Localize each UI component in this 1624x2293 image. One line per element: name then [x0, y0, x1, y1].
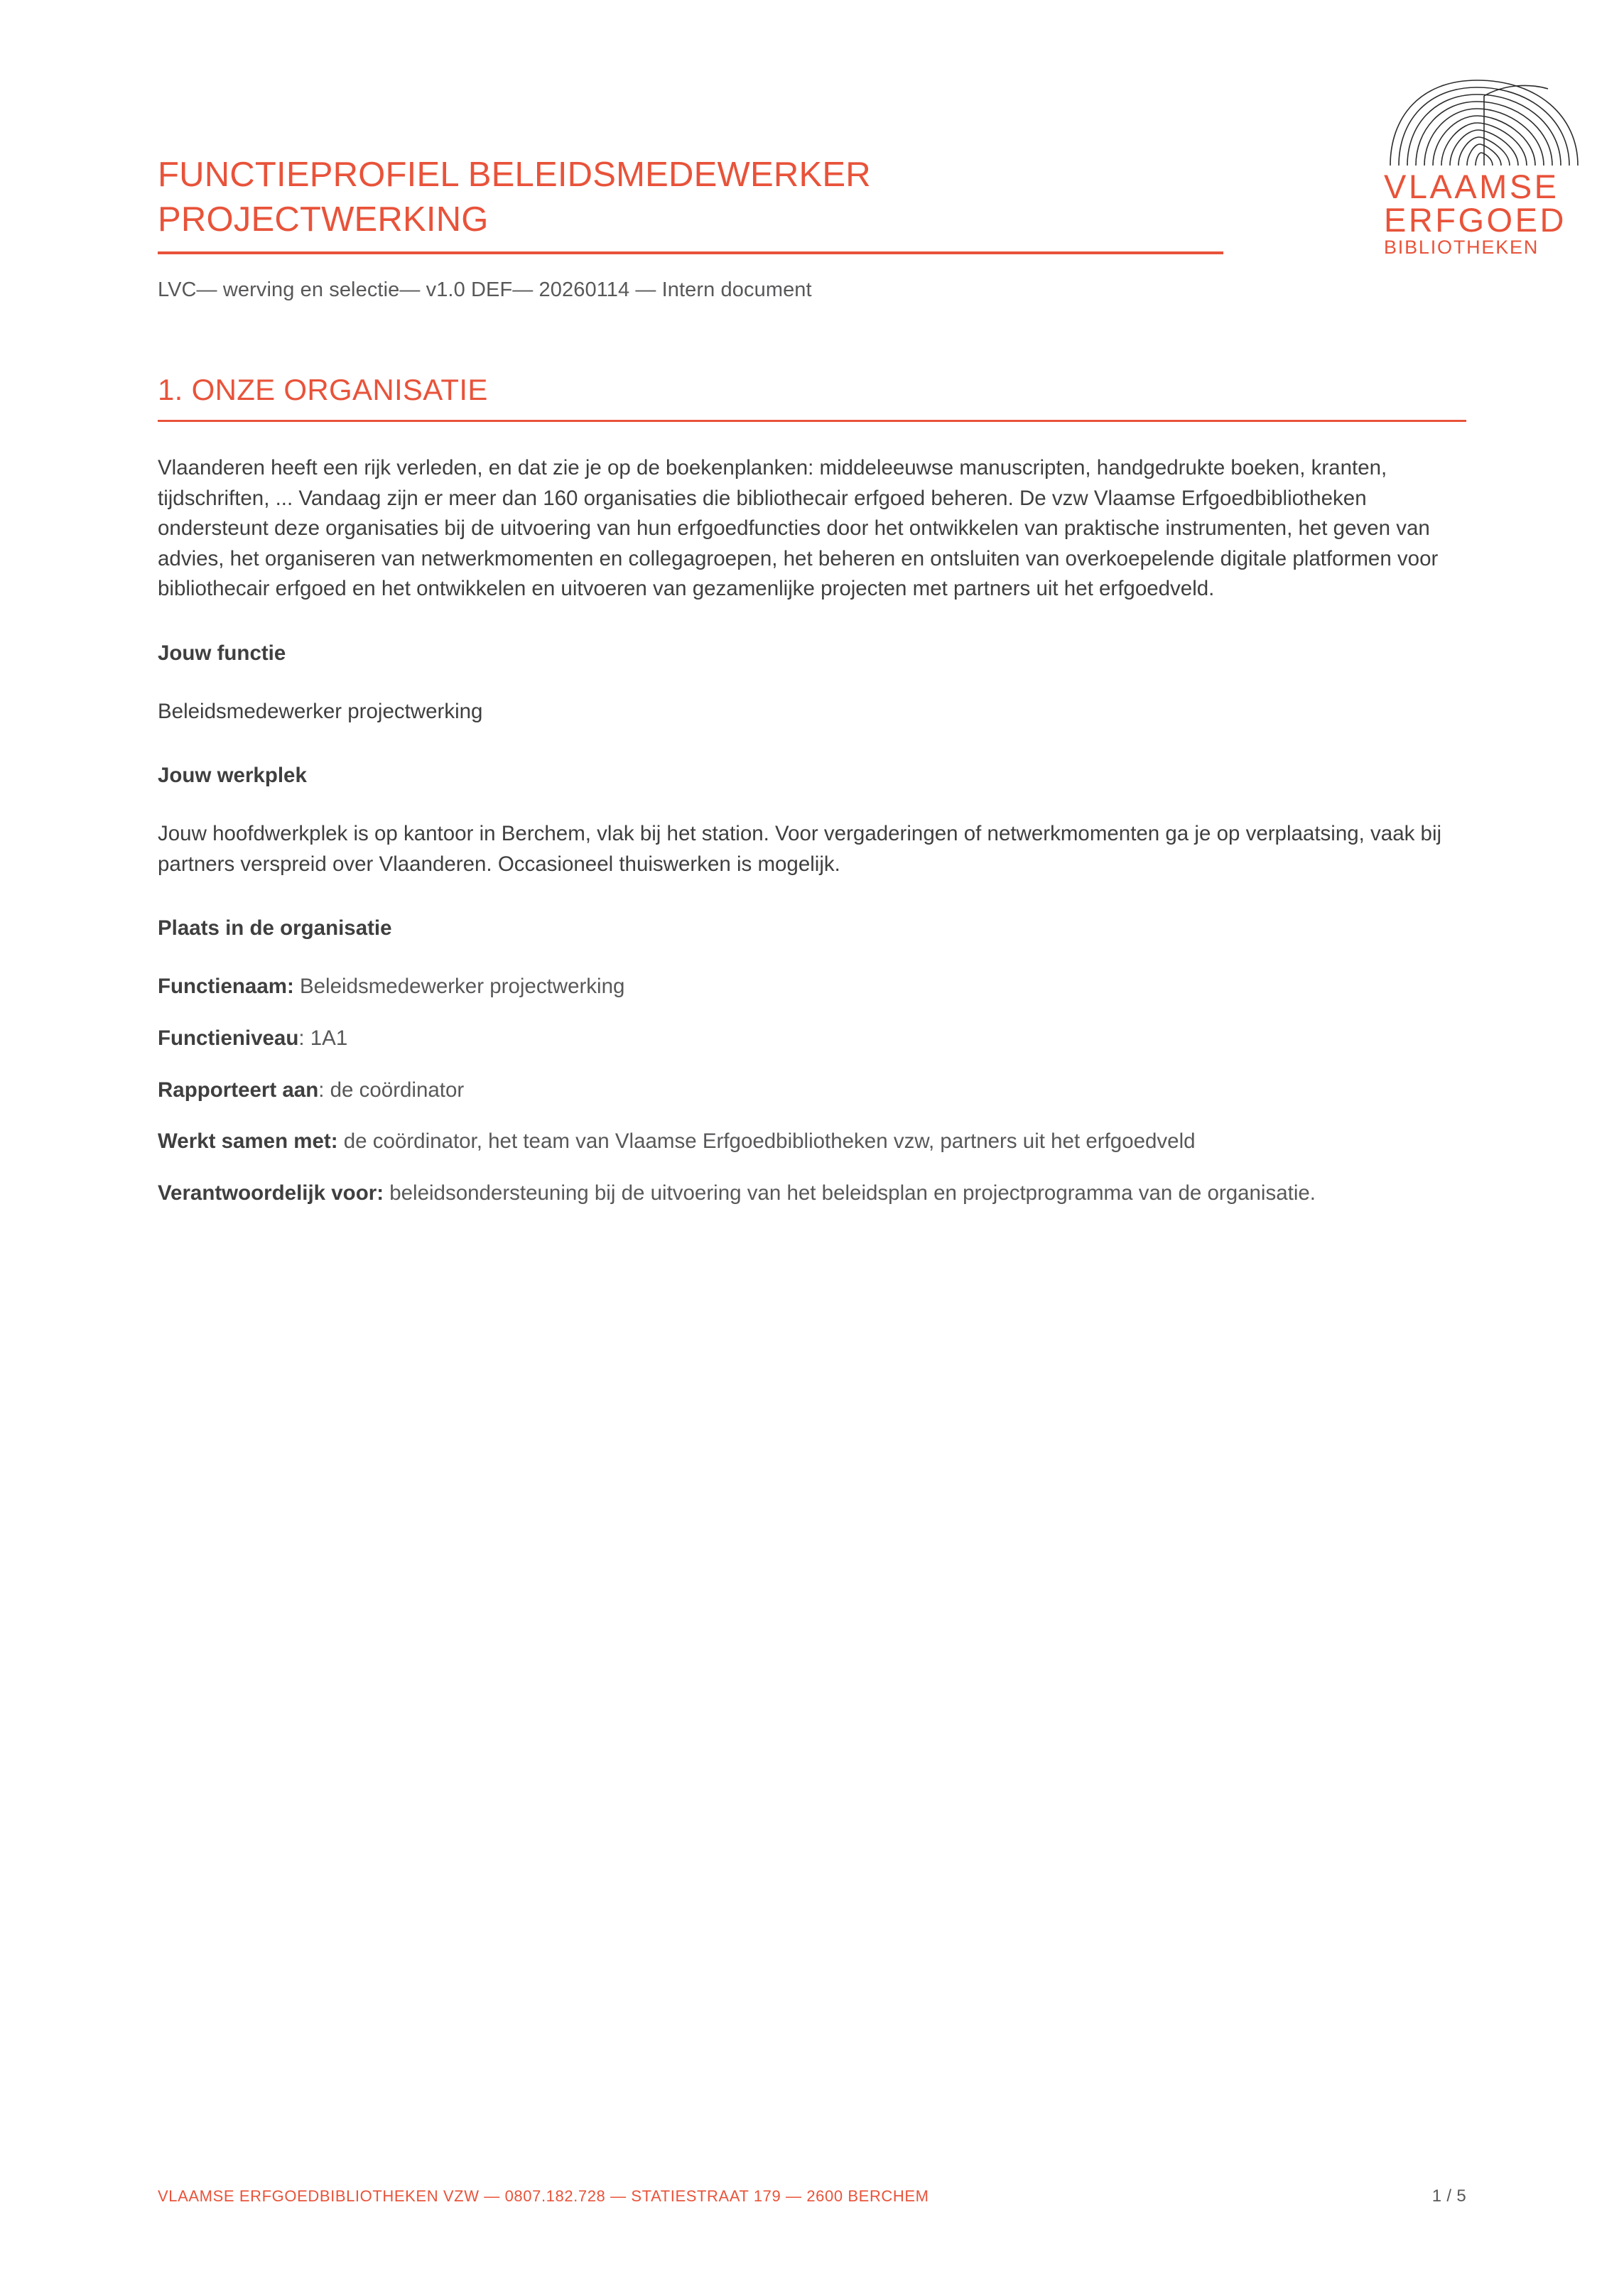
page-title: FUNCTIEPROFIEL BELEIDSMEDEWERKER PROJECTWERKING [158, 156, 871, 239]
logo-line-vlaamse: VLAAMSE [1384, 168, 1559, 205]
document-subtitle: LVC— werving en selectie— v1.0 DEF— 20260114 — Intern document [158, 278, 812, 302]
detail-value: : de coördinator [318, 1078, 465, 1102]
detail-rapporteert-aan [158, 1075, 1408, 1106]
detail-label: Functienaam: [158, 975, 294, 999]
footer-page-number: 1 / 5 [1431, 2186, 1466, 2206]
detail-werkt-samen-met [158, 1127, 1408, 1157]
fingerprint-book-logo-icon [1377, 75, 1591, 167]
subheading-jouw-werkplek: Jouw werkplek [158, 764, 307, 788]
page-content [158, 0, 1466, 1209]
section-heading: 1. ONZE ORGANISATIE [158, 373, 488, 407]
logo-line-bibliotheken: BIBLIOTHEKEN [1384, 237, 1539, 258]
subheading-jouw-functie: Jouw functie [158, 641, 286, 665]
section-onze-organisatie [158, 373, 1466, 1209]
footer-organization-info: VLAAMSE ERFGOEDBIBLIOTHEKEN VZW — 0807.182.728 — STATIESTRAAT 179 — 2600 BERCHEM [158, 2187, 929, 2205]
detail-label: Verantwoordelijk voor: [158, 1181, 384, 1205]
jouw-werkplek-text: Jouw hoofdwerkplek is op kantoor in Berchem, vlak bij het station. Voor vergaderingen of netwerkmomenten ga je op verplaatsing, vaak bij partners verspreid over Vlaanderen. Occasioneel thuiswerken is mogelijk. [158, 822, 1442, 876]
page-footer [158, 2186, 1466, 2206]
section-intro-paragraph: Vlaanderen heeft een rijk verleden, en dat zie je op de boekenplanken: middeleeuwse manuscripten, handgedrukte boeken, kranten, tijdschriften, ... Vandaag zijn er meer dan 160 organisaties die bibliothecair erfgoed beheren. De vzw Vlaamse Erfgoedbibliotheken ondersteunt deze organisaties bij de uitvoering van hun erfgoedfuncties door het ontwikkelen van praktische instrumenten, het geven van advies, het organiseren van netwerkmomenten en collegagroepen, het beheren en ontsluiten van overkoepelende digitale platformen voor bibliothecair erfgoed en het ontwikkelen en uitvoeren van gezamenlijke projecten met partners uit het erfgoedveld. [158, 456, 1439, 601]
detail-functienaam [158, 972, 1408, 1002]
title-divider [158, 251, 1223, 254]
subheading-plaats-in-de-organisatie: Plaats in de organisatie [158, 916, 392, 940]
jouw-functie-text: Beleidsmedewerker projectwerking [158, 699, 483, 723]
section-divider [158, 420, 1466, 422]
detail-value: de coördinator, het team van Vlaamse Erfgoedbibliotheken vzw, partners uit het erfgoedveld [337, 1129, 1196, 1154]
detail-verantwoordelijk-voor [158, 1178, 1408, 1209]
logo-line-erfgoed: ERFGOED [1384, 201, 1566, 239]
detail-value: : 1A1 [298, 1026, 348, 1050]
detail-value: beleidsondersteuning bij de uitvoering van het beleidsplan en projectprogramma van de organisatie. [384, 1181, 1316, 1205]
document-header [158, 0, 1466, 302]
detail-label: Werkt samen met: [158, 1129, 338, 1154]
detail-label: Functieniveau [158, 1026, 299, 1050]
detail-label: Rapporteert aan [158, 1078, 319, 1102]
organization-logo [1374, 75, 1594, 257]
detail-functieniveau [158, 1024, 1408, 1054]
detail-value: Beleidsmedewerker projectwerking [293, 975, 625, 999]
logo-wordmark [1374, 170, 1594, 257]
